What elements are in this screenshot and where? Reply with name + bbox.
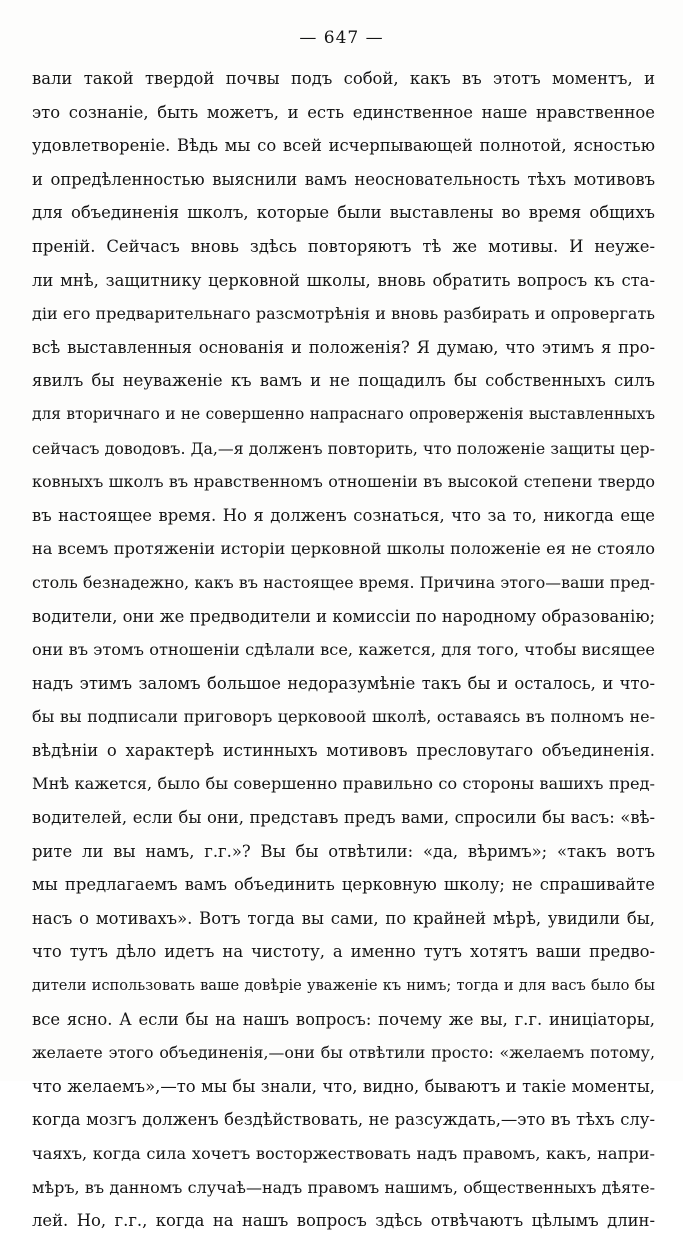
text-line: водители, они же предводители и комиссіи по народному образованію; — [32, 606, 655, 626]
text-line: лей. Но, г.г., когда на нашъ вопросъ здѣсь отвѣчаютъ цѣлымъ длин- — [32, 1211, 655, 1231]
text-line: удовлетвореніе. Вѣдь мы со всей исчерпывающей полнотой, ясностью — [32, 136, 655, 156]
text-line: это сознаніе, быть можетъ, и есть единственное наше нравственное — [32, 102, 655, 122]
text-line: вѣдѣніи о характерѣ истинныхъ мотивовъ пресловутаго объединенія. — [32, 740, 655, 760]
text-line: мы предлагаемъ вамъ объединить церковную школу; не спрашивайте — [32, 875, 655, 895]
body-text — [32, 62, 655, 1238]
page-number: — 647 — — [299, 28, 384, 48]
text-line: ли мнѣ, защитнику церковной школы, вновь обратить вопросъ къ ста- — [32, 270, 655, 290]
text-line: ковныхъ школъ въ нравственномъ отношеніи въ высокой степени твердо — [32, 472, 655, 492]
text-line: они въ этомъ отношеніи сдѣлали все, кажется, для того, чтобы висящее — [32, 640, 655, 660]
text-line: что тутъ дѣло идетъ на чистоту, а именно тутъ хотятъ ваши предво- — [32, 942, 655, 962]
text-line: чаяхъ, когда сила хочетъ восторжествовать надъ правомъ, какъ, напри- — [32, 1144, 655, 1163]
text-line: когда мозгъ долженъ бездѣйствовать, не разсуждать,—это въ тѣхъ слу- — [32, 1110, 655, 1130]
text-line: что желаемъ»,—то мы бы знали, что, видно, бываютъ и такіе моменты, — [32, 1076, 655, 1096]
text-line: насъ о мотивахъ». Вотъ тогда вы сами, по крайней мѣрѣ, увидили бы, — [32, 908, 655, 928]
text-line: рите ли вы намъ, г.г.»? Вы бы отвѣтили: «да, вѣримъ»; «такъ вотъ — [32, 841, 655, 861]
text-line: мѣръ, въ данномъ случаѣ—надъ правомъ нашимъ, общественныхъ дѣяте- — [32, 1177, 655, 1197]
text-line: желаете этого объединенія,—они бы отвѣтили просто: «желаемъ потому, — [32, 1043, 655, 1063]
text-line: вали такой твердой почвы подъ собой, какъ въ этотъ моментъ, и — [32, 69, 655, 88]
text-line: столь безнадежно, какъ въ настоящее время. Причина этого—ваши пред- — [32, 572, 655, 592]
text-line: и опредѣленностью выяснили вамъ неосновательность тѣхъ мотивовъ — [32, 169, 655, 189]
text-line: надъ этимъ заломъ большое недоразумѣніе такъ бы и осталось, и что- — [32, 673, 655, 693]
text-line: явилъ бы неуваженіе къ вамъ и не пощадилъ бы собственныхъ силъ — [32, 371, 655, 391]
text-line: сейчасъ доводовъ. Да,—я долженъ повторить, что положеніе защиты цер- — [32, 438, 655, 458]
text-line: въ настоящее время. Но я долженъ сознаться, что за то, никогда еще — [32, 505, 655, 525]
text-line: для вторичнаго и не совершенно напраснаго опроверженія выставленныхъ — [32, 404, 655, 423]
text-line: водителей, если бы они, представъ предъ вами, спросили бы васъ: «вѣ- — [32, 808, 655, 828]
text-line: на всемъ протяженіи исторіи церковной школы положеніе ея не стояло — [32, 539, 655, 559]
text-line: дители использовать ваше довѣріе уваженіе къ нимъ; тогда и для васъ было бы — [32, 977, 655, 995]
text-line: всѣ выставленныя основанія и положенія? Я думаю, что этимъ я про- — [32, 337, 655, 357]
text-line: все ясно. А если бы на нашъ вопросъ: почему же вы, г.г. иниціаторы, — [32, 1009, 655, 1029]
text-line: преній. Сейчасъ вновь здѣсь повторяютъ тѣ же мотивы. И неужe- — [32, 236, 655, 256]
text-line: діи его предварительнаго разсмотрѣнія и вновь разбирать и опровергать — [32, 304, 655, 324]
text-line: для объединенія школъ, которые были выставлены во время общихъ — [32, 203, 655, 223]
text-line: Мнѣ кажется, было бы совершенно правильно со стороны вашихъ пред- — [32, 774, 655, 794]
text-line: бы вы подписали приговоръ церковоой школѣ, оставаясь въ полномъ не- — [32, 707, 655, 727]
